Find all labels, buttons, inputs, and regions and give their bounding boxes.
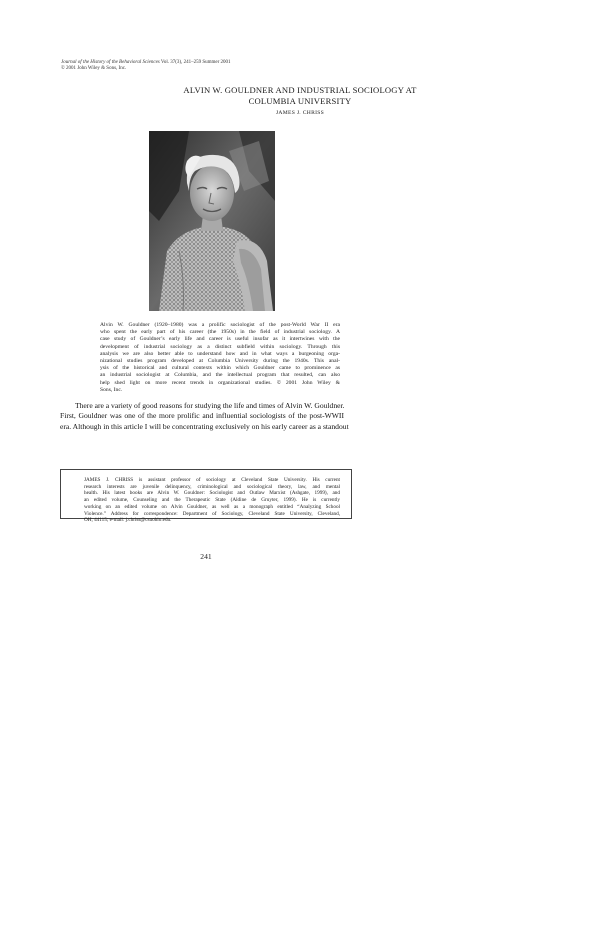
portrait-photo-icon (149, 131, 275, 311)
author-portrait-photo (149, 131, 275, 311)
author-note-line: working on an edited volume on Alvin Gouldner, as well as a monograph entitled “Analyzing School (84, 503, 340, 510)
abstract-line: ysis of the historical and cultural contexts within which Gouldner came to prominence as (100, 365, 340, 372)
journal-details: Vol. 37(3), 241–259 Summer 2001 (159, 60, 231, 65)
abstract-line: an industrial sociologist at Columbia, and the intellectual program that resulted, can also (100, 372, 340, 379)
title-line-2: COLUMBIA UNIVERSITY (248, 96, 352, 106)
body-line: era. Although in this article I will be concentrating exclusively on his early career as a standout (60, 421, 349, 431)
author-name: JAMES J. CHRISS (275, 110, 325, 116)
page-number: 241 (200, 552, 212, 561)
abstract-line: Alvin W. Gouldner (1920–1980) was a prolific sociologist of the post-World War II era (100, 322, 340, 328)
author-note-line: an edited volume, Counseling and the Therapeutic State (Aldine de Gruyter, 1999). He is currently (84, 497, 340, 504)
abstract (100, 322, 340, 394)
author-note-line: OH, 44115; e-mail: j.chriss@csuohio.edu. (84, 517, 172, 524)
author-note-line: Violence.” Address for correspondence: Department of Sociology, Cleveland State University, Cleveland, (84, 510, 340, 517)
abstract-line: help shed light on more recent trends in organizational studies. © 2001 John Wiley & (100, 379, 340, 386)
author-note-line: JAMES J. CHRISS is assistant professor of sociology at Cleveland State University. His current (84, 477, 340, 483)
journal-citation (61, 60, 231, 72)
author-note-line: research interests are juvenile delinquency, criminological and sociological theory, law, and mental (84, 483, 340, 490)
author-note-line: health. His latest books are Alvin W. Gouldner: Sociologist and Outlaw Marxist (Ashgate, 1999), and (84, 490, 340, 497)
abstract-line: nizational studies program developed at Columbia University during the 1940s. This anal- (100, 358, 340, 365)
author-note (84, 477, 340, 524)
abstract-line: development of industrial sociology as a distinct subfield within sociology. Through this (100, 343, 340, 350)
copyright-line: © 2001 John Wiley & Sons, Inc. (61, 66, 127, 71)
body-line: There are a variety of good reasons for studying the life and times of Alvin W. Gouldner. (75, 401, 345, 410)
abstract-line: Sons, Inc. (100, 386, 123, 393)
abstract-line: case study of Gouldner’s early life and career is useful insofar as it intertwines with the (100, 336, 340, 343)
journal-name: Journal of the History of the Behavioral Sciences (61, 60, 160, 65)
article-title (60, 85, 540, 107)
title-line-1: ALVIN W. GOULDNER AND INDUSTRIAL SOCIOLOGY AT (183, 85, 417, 95)
abstract-line: who spent the early part of his career (the 1950s) in the field of industrial sociology. A (100, 329, 340, 336)
abstract-line: analysis we are also better able to understand how and in what ways a burgeoning orga- (100, 350, 340, 357)
body-line: First, Gouldner was one of the more prolific and influential sociologists of the post-WWII (60, 411, 344, 421)
body-paragraph (60, 401, 349, 432)
